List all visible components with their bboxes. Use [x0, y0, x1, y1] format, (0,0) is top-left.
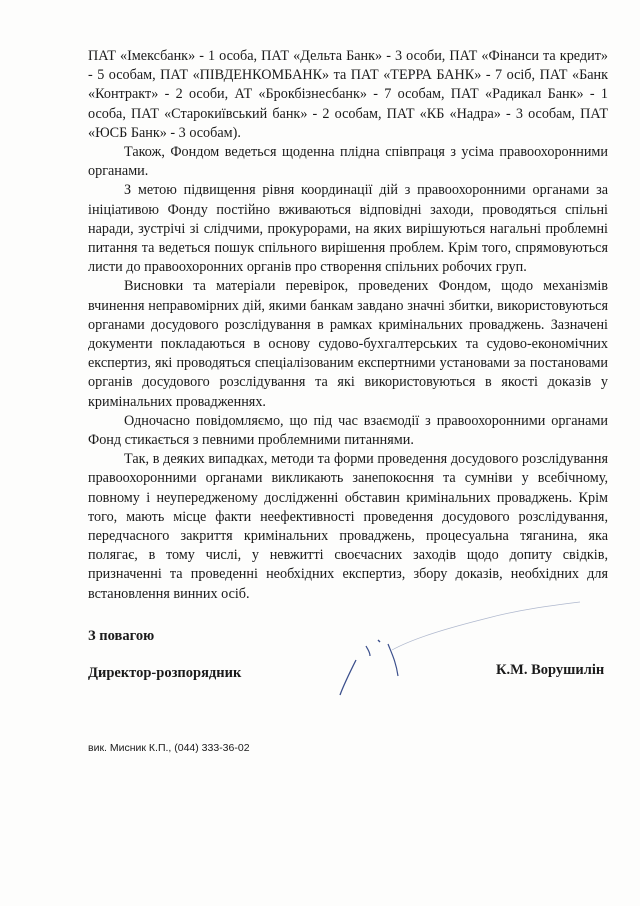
paragraph-conclusions: Висновки та матеріали перевірок, проведених Фондом, щодо механізмів вчинення неправомірних дій, якими банкам завдано значні збитки, використовуються органами досудового розслідування в рамках кримінальних проваджень. Зазначені документи покладаються в основу судово-бухгалтерських та судово-економічних експертиз, які проводяться спеціалізованим експертними установами за постановами органів досудового розслідування та які використовуються в якості доказів у кримінальних провадженнях. — [88, 278, 608, 410]
signer-name: К.М. Ворушилін — [496, 662, 605, 678]
paragraph-bank-list: ПАТ «Імексбанк» - 1 особа, ПАТ «Дельта Банк» - 3 особи, ПАТ «Фінанси та кредит» - 5 особам, ПАТ «ПІВДЕНКОМБАНК» та ПАТ «ТЕРРА БАНК» - 7 осіб, ПАТ «Банк «Контракт» - 2 особи, АТ «Брокбізнесбанк» - 7 особам, ПАТ «Радикал Банк» - 1 особа, ПАТ «Старокиївський банк» - 2 особам, ПАТ «КБ «Надра» - 3 особам, ПАТ «ЮСБ Банк» - 3 особам). — [88, 48, 608, 141]
paragraph-problems-detail: Так, в деяких випадках, методи та форми проведення досудового розслідування правоохоронними органами викликають занепокоєння та сумніви у всебічному, повному і неупередженому дослідженні обставин кримінальних проваджень. Крім того, мають місце факти неефективності проведення досудового розслідування, передчасного закриття кримінальних проваджень, процесуальна тяганина, яка полягає, в тому числі, у невжитті своєчасних заходів щодо допиту свідків, призначенні та проведенні необхідних експертиз, збору доказів, необхідних для встановлення винних осіб. — [88, 451, 608, 602]
paragraph-coordination: З метою підвищення рівня координації дій з правоохоронними органами за ініціативою Фонду постійно вживаються відповідні заходи, проводяться спільні наради, зустрічі зі слідчими, прокурорами, на яких вирішуються нагальні проблемні питання та ведеться пошук спільного вирішення проблем. Крім того, спрямовуються листи до правоохоронних органів про створення спільних робочих груп. — [88, 182, 608, 276]
paragraph-problems-intro: Одночасно повідомляємо, що під час взаємодії з правоохоронними органами Фонд стикається з певними проблемними питаннями. — [88, 412, 608, 449]
letter-body — [88, 47, 608, 604]
executor-contact: вик. Мисник К.П., (044) 333-36-02 — [88, 742, 250, 754]
paragraph-cooperation: Також, Фондом ведеться щоденна плідна співпраця з усіма правоохоронними органами. — [88, 144, 608, 180]
closing-phrase: З повагою — [88, 628, 155, 644]
signer-position: Директор-розпорядник — [88, 665, 242, 681]
signature-icon — [318, 600, 618, 710]
